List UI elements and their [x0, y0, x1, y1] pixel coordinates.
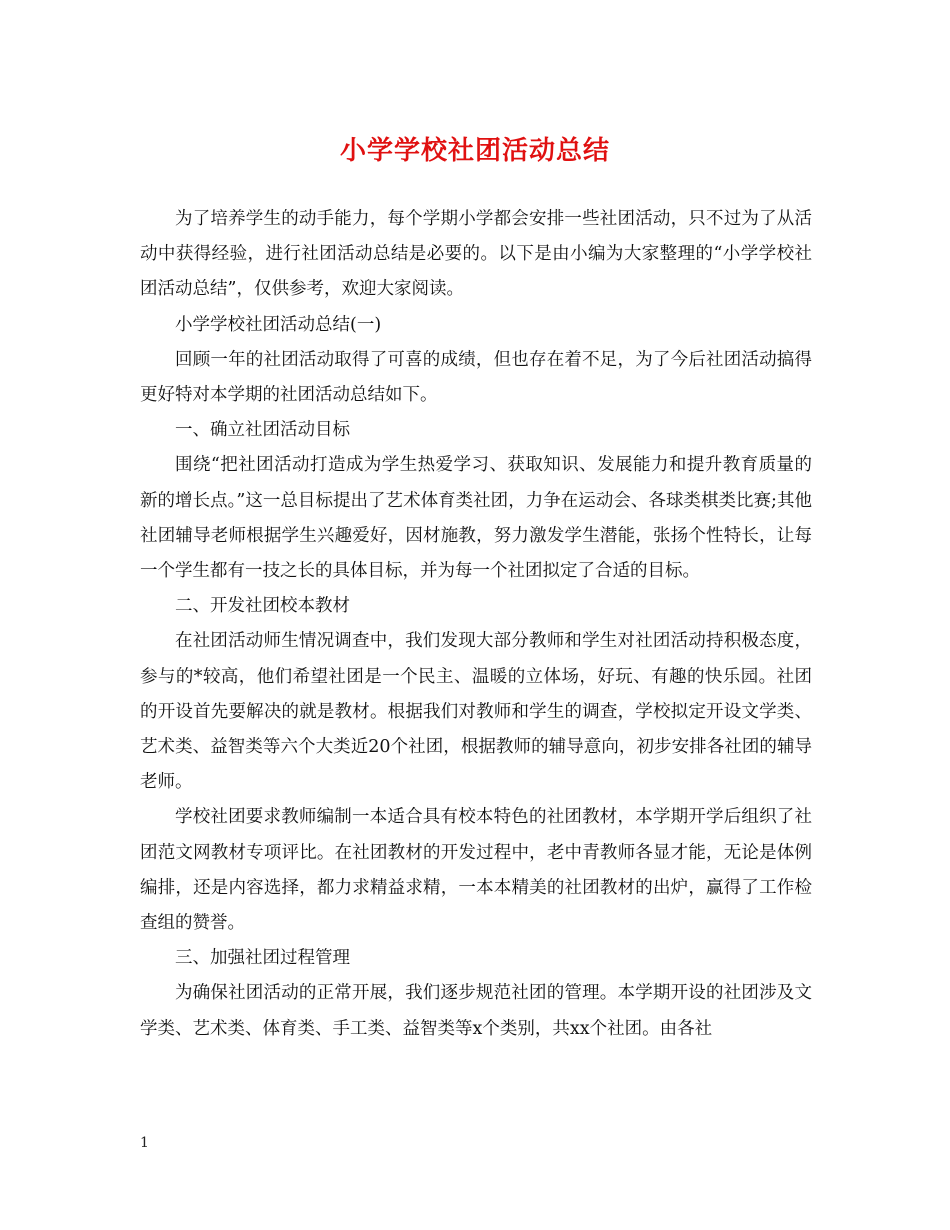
paragraph: 回顾一年的社团活动取得了可喜的成绩，但也存在着不足，为了今后社团活动搞得更好特对本学期的社团活动总结如下。 [140, 349, 812, 406]
paragraph: 在社团活动师生情况调查中，我们发现大部分教师和学生对社团活动持积极态度，参与的*较高，他们希望社团是一个民主、温暖的立体场，好玩、有趣的快乐园。社团的开设首先要解决的就是教材。根据我们对教师和学生的调查，学校拟定开设文学类、艺术类、益智类等六个大类近20个社团，根据教师的辅导意向，初步安排各社团的辅导老师。 [140, 631, 812, 793]
page-number: 1 [140, 1135, 149, 1151]
paragraph: 学校社团要求教师编制一本适合具有校本特色的社团教材，本学期开学后组织了社团范文网教材专项评比。在社团教材的开发过程中，老中青教师各显才能，无论是体例编排，还是内容选择，都力求精益求精，一本本精美的社团教材的出炉，赢得了工作检查组的赞誉。 [140, 807, 812, 934]
section-heading: 小学学校社团活动总结(一) [175, 314, 382, 335]
section-heading: 一、确立社团活动目标 [175, 420, 350, 441]
section-heading: 二、开发社团校本教材 [175, 596, 350, 617]
paragraph: 为了培养学生的动手能力，每个学期小学都会安排一些社团活动，只不过为了从活动中获得经验，进行社团活动总结是必要的。以下是由小编为大家整理的“小学学校社团活动总结”，仅供参考，欢迎大家阅读。 [140, 209, 812, 300]
paragraph: 围绕“把社团活动打造成为学生热爱学习、获取知识、发展能力和提升教育质量的新的增长点。”这一总目标提出了艺术体育类社团，力争在运动会、各球类棋类比赛;其他社团辅导老师根据学生兴趣爱好，因材施教，努力激发学生潜能，张扬个性特长，让每一个学生都有一技之长的具体目标，并为每一个社团拟定了合适的目标。 [140, 455, 812, 582]
document-body [140, 202, 812, 1047]
paragraph: 为确保社团活动的正常开展，我们逐步规范社团的管理。本学期开设的社团涉及文学类、艺术类、体育类、手工类、益智类等x个类别，共xx个社团。由各社 [140, 983, 812, 1039]
section-heading: 三、加强社团过程管理 [175, 948, 350, 969]
document-title: 小学学校社团活动总结 [339, 136, 610, 166]
